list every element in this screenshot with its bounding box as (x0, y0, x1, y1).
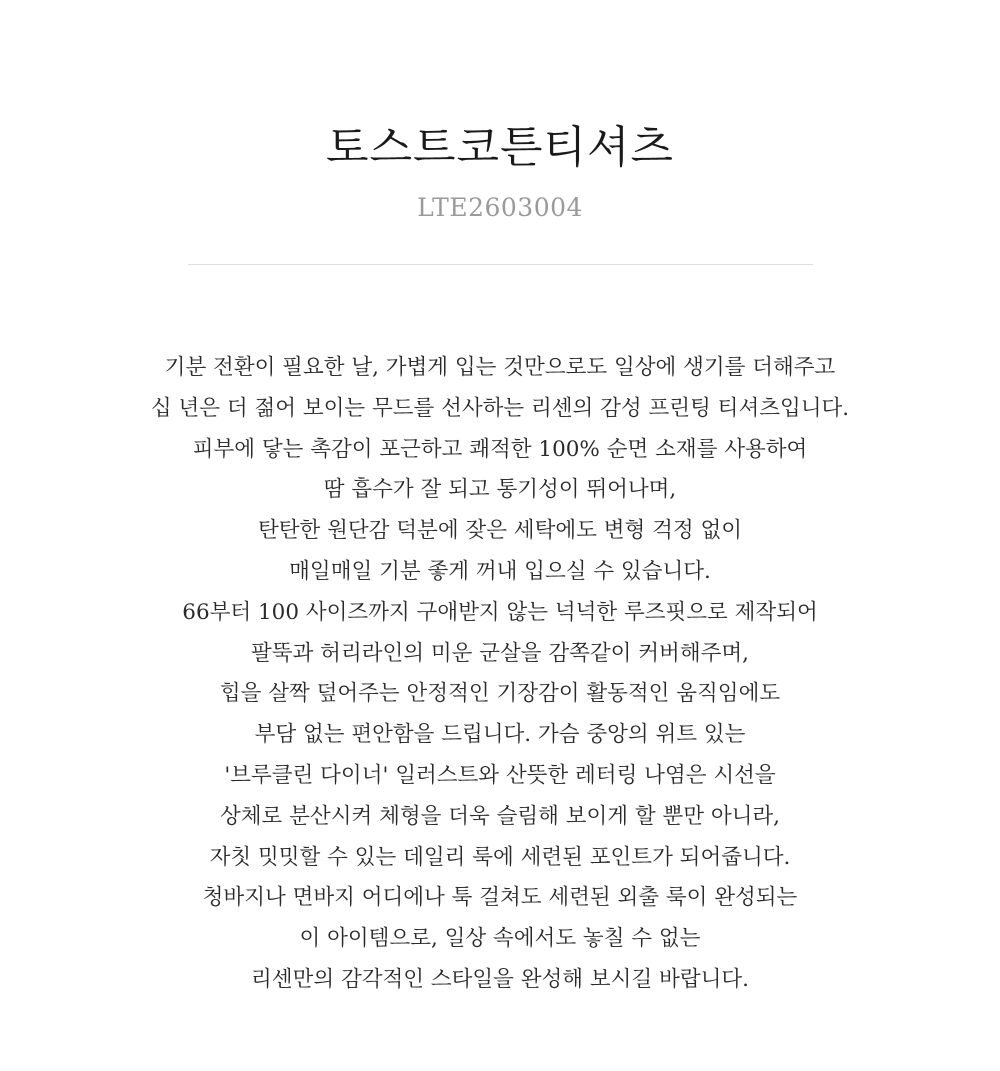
product-description (50, 348, 950, 1001)
product-title: 토스트코튼티셔츠 (325, 122, 675, 173)
description-line: 이 아이템으로, 일상 속에서도 놓칠 수 없는 (299, 926, 701, 952)
description-line: 기분 전환이 필요한 날, 가볍게 입는 것만으로도 일상에 생기를 더해주고 (164, 355, 836, 380)
description-line: 팔뚝과 허리라인의 미운 군살을 감쪽같이 커버해주며, (251, 640, 749, 666)
description-line: 힙을 살짝 덮어주는 안정적인 기장감이 활동적인 움직임에도 (219, 681, 781, 707)
description-line: 리센만의 감각적인 스타일을 완성해 보시길 바랍니다. (251, 966, 749, 992)
description-line: 66부터 100 사이즈까지 구애받지 않는 넉넉한 루즈핏으로 제작되어 (182, 599, 818, 625)
description-line: 매일매일 기분 좋게 꺼내 입으실 수 있습니다. (289, 558, 711, 584)
description-line: 피부에 닿는 촉감이 포근하고 쾌적한 100% 순면 소재를 사용하여 (192, 436, 808, 462)
product-code: LTE2603004 (417, 193, 583, 222)
description-line: '브루클린 다이너' 일러스트와 산뜻한 레터링 나염은 시선을 (224, 762, 776, 788)
description-line: 땀 흡수가 잘 되고 통기성이 뛰어나며, (323, 477, 677, 503)
description-line: 부담 없는 편안함을 드립니다. 가슴 중앙의 위트 있는 (254, 722, 746, 748)
divider (188, 264, 813, 265)
description-line: 청바지나 면바지 어디에나 툭 걸쳐도 세련된 외출 룩이 완성되는 (202, 885, 798, 911)
description-line: 자칫 밋밋할 수 있는 데일리 룩에 세련된 포인트가 되어줍니다. (209, 844, 791, 870)
description-line: 상체로 분산시켜 체형을 더욱 슬림해 보이게 할 뿐만 아니라, (220, 803, 780, 829)
description-line: 십 년은 더 젊어 보이는 무드를 선사하는 리센의 감성 프린팅 티셔츠입니다. (150, 395, 850, 421)
description-line: 탄탄한 원단감 덕분에 잦은 세탁에도 변형 걱정 없이 (258, 518, 742, 544)
